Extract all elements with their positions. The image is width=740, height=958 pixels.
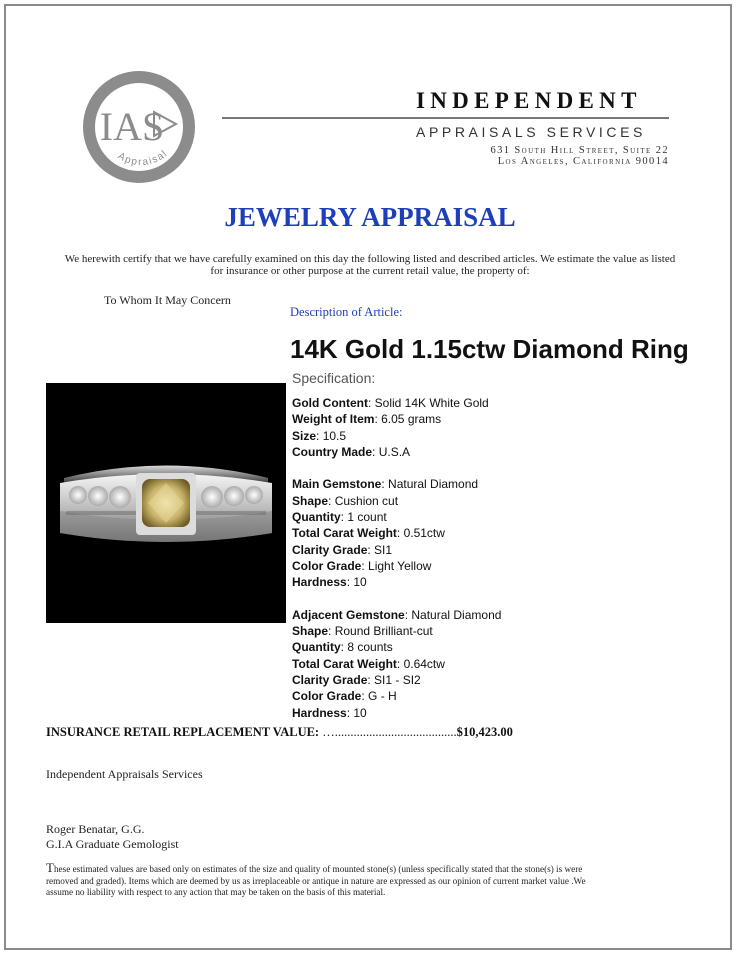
spec-main-clarity: Clarity Grade: SI1 <box>292 542 393 557</box>
spec-size: Size: 10.5 <box>292 428 347 443</box>
insurance-value-line <box>46 725 513 740</box>
certification-text: We herewith certify that we have carefully examined on this day the following listed and described articles. We estimate the value as listed for insurance or other purpose at the current retail value, the property of: <box>64 253 676 277</box>
appraiser-name: Roger Benatar, G.G. <box>46 822 145 836</box>
spec-main-gemstone: Main Gemstone: Natural Diamond <box>292 477 479 492</box>
appraiser-title: G.I.A Graduate Gemologist <box>46 837 179 851</box>
spec-adjacent-shape: Shape: Round Brilliant-cut <box>292 624 433 639</box>
disclaimer-initial: T <box>46 860 54 875</box>
specifications <box>292 395 501 721</box>
disclaimer <box>46 862 602 899</box>
company-tagline: APPRAISALS SERVICES <box>416 124 646 140</box>
document-title: JEWELRY APPRAISAL <box>224 202 516 232</box>
spec-main-carat-weight: Total Carat Weight: 0.51ctw <box>292 526 445 541</box>
spec-adjacent-hardness: Hardness: 10 <box>292 705 367 720</box>
specification-label: Specification: <box>292 370 376 386</box>
address-line-1: 631 South Hill Street, Suite 22 <box>490 145 669 156</box>
disclaimer-text: hese estimated values are based only on estimates of the size and quality of mounted stone(s) (unless specifically stated that the stone(s) is were removed and graded). Items which are deemed by us as irreplaceable or antique in nature are expressed as our opinion of current market value .We assume no liability with respect to any action that may be taken on the basis of this material. <box>46 864 586 897</box>
spec-adjacent-quantity: Quantity: 8 counts <box>292 640 393 655</box>
description-label: Description of Article: <box>290 305 403 319</box>
header-rule <box>222 117 669 119</box>
spec-adjacent-gemstone: Adjacent Gemstone: Natural Diamond <box>292 607 502 622</box>
spec-main-shape: Shape: Cushion cut <box>292 493 399 508</box>
spec-weight: Weight of Item: 6.05 grams <box>292 412 442 427</box>
insurance-value-label: INSURANCE RETAIL REPLACEMENT VALUE: <box>46 725 320 739</box>
spec-adjacent-color: Color Grade: G - H <box>292 689 397 704</box>
spec-main-hardness: Hardness: 10 <box>292 575 367 590</box>
ring-photo <box>46 383 286 623</box>
item-title: 14K Gold 1.15ctw Diamond Ring <box>290 334 689 364</box>
company-name: INDEPENDENT <box>416 88 642 113</box>
address-line-2: Los Angeles, California 90014 <box>497 156 669 167</box>
insurance-value-amount: $10,423.00 <box>456 725 513 739</box>
svg-text:Appraisal: Appraisal <box>115 148 171 169</box>
ias-logo <box>80 68 198 186</box>
spec-adjacent-carat-weight: Total Carat Weight: 0.64ctw <box>292 656 445 671</box>
spec-adjacent-clarity: Clarity Grade: SI1 - SI2 <box>292 673 421 688</box>
svg-text:IAS: IAS <box>99 104 165 149</box>
spec-gold-content: Gold Content: Solid 14K White Gold <box>292 396 489 410</box>
appraiser-company: Independent Appraisals Services <box>46 767 203 781</box>
spec-main-quantity: Quantity: 1 count <box>292 510 387 525</box>
recipient: To Whom It May Concern <box>104 293 231 307</box>
leader-dots: …....................................... <box>322 725 457 739</box>
spec-main-color: Color Grade: Light Yellow <box>292 558 432 573</box>
spec-country: Country Made: U.S.A <box>292 444 411 459</box>
